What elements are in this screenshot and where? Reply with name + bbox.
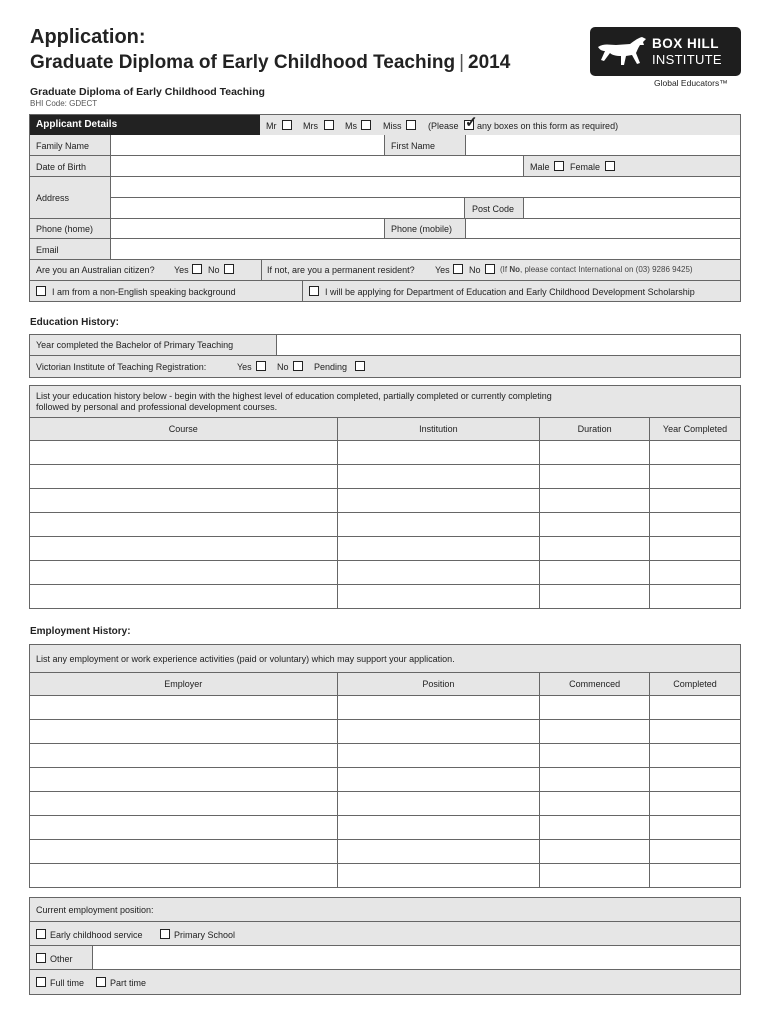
course-cell[interactable] — [30, 465, 338, 489]
address-line2-field[interactable] — [110, 198, 465, 218]
course-title: Graduate Diploma of Early Childhood Teaching — [30, 52, 456, 73]
check-icon: ✓ — [465, 114, 478, 131]
table-row — [30, 816, 741, 840]
completed-cell[interactable] — [650, 864, 741, 888]
scholarship-label: I will be applying for Department of Education and Early Childhood Development Scholarship — [325, 287, 695, 297]
address-label: Address — [36, 193, 70, 203]
please-note-label: (Please — [428, 121, 459, 131]
row-divider — [30, 280, 740, 281]
vit-pending-checkbox[interactable] — [355, 361, 365, 371]
employment-col-position: Position — [337, 673, 540, 696]
full-time-label: Full time — [50, 978, 85, 988]
course-subtitle: Graduate Diploma of Early Childhood Teaching — [30, 86, 265, 98]
international-note-c: , please contact International on (03) 9286 9425) — [520, 265, 693, 274]
course-cell[interactable] — [30, 513, 338, 537]
year-completed-cell[interactable] — [650, 489, 741, 513]
row-divider — [30, 921, 740, 922]
title-ms-checkbox[interactable] — [361, 120, 371, 130]
completed-cell[interactable] — [650, 816, 741, 840]
post-code-field[interactable] — [523, 198, 740, 218]
institution-cell[interactable] — [337, 561, 540, 585]
row-divider — [30, 355, 740, 356]
column-divider — [261, 260, 262, 280]
row-divider — [30, 259, 740, 260]
employment-col-employer: Employer — [30, 673, 338, 696]
vit-pending-label: Pending — [314, 362, 348, 372]
commenced-cell[interactable] — [540, 840, 650, 864]
table-row — [30, 537, 741, 561]
citizen-yes-checkbox[interactable] — [192, 264, 202, 274]
position-cell[interactable] — [337, 696, 540, 720]
employer-cell[interactable] — [30, 720, 338, 744]
table-row — [30, 585, 741, 609]
phone-mobile-field[interactable] — [465, 219, 740, 238]
table-row — [30, 792, 741, 816]
table-row — [30, 696, 741, 720]
resident-no-label: No — [469, 265, 481, 275]
resident-yes-checkbox[interactable] — [453, 264, 463, 274]
full-time-checkbox[interactable] — [36, 977, 46, 987]
completed-cell[interactable] — [650, 792, 741, 816]
institution-cell[interactable] — [337, 489, 540, 513]
male-label: Male — [530, 162, 550, 172]
table-row — [30, 465, 741, 489]
completed-cell[interactable] — [650, 696, 741, 720]
year-title: 2014 — [468, 52, 511, 73]
column-divider — [302, 281, 303, 302]
education-instructions-line2: followed by personal and professional development courses. — [36, 402, 278, 412]
box-hill-logo — [590, 27, 741, 76]
commenced-cell[interactable] — [540, 792, 650, 816]
table-row — [30, 489, 741, 513]
vit-label: Victorian Institute of Teaching Registration: — [36, 362, 207, 372]
horse-icon — [594, 33, 648, 71]
duration-cell[interactable] — [540, 513, 650, 537]
male-checkbox[interactable] — [554, 161, 564, 171]
title-ms-label: Ms — [345, 121, 357, 131]
institution-cell[interactable] — [337, 465, 540, 489]
family-name-field[interactable] — [110, 135, 385, 155]
employer-cell[interactable] — [30, 840, 338, 864]
early-childhood-label: Early childhood service — [50, 930, 143, 940]
page-title-line1: Application: — [30, 26, 146, 48]
other-field[interactable] — [92, 946, 740, 969]
course-cell[interactable] — [30, 441, 338, 465]
course-cell[interactable] — [30, 537, 338, 561]
commenced-cell[interactable] — [540, 864, 650, 888]
position-cell[interactable] — [337, 768, 540, 792]
education-table — [29, 417, 741, 609]
duration-cell[interactable] — [540, 465, 650, 489]
year-completed-cell[interactable] — [650, 537, 741, 561]
female-checkbox[interactable] — [605, 161, 615, 171]
table-row — [30, 513, 741, 537]
course-cell[interactable] — [30, 489, 338, 513]
post-code-label: Post Code — [472, 204, 515, 214]
employer-cell[interactable] — [30, 864, 338, 888]
primary-school-checkbox[interactable] — [160, 929, 170, 939]
position-cell[interactable] — [337, 720, 540, 744]
international-note — [500, 265, 693, 274]
citizen-question: Are you an Australian citizen? — [36, 265, 155, 275]
email-label: Email — [36, 245, 59, 255]
bachelor-year-label: Year completed the Bachelor of Primary Teaching — [36, 340, 234, 350]
course-cell[interactable] — [30, 561, 338, 585]
employment-col-commenced: Commenced — [540, 673, 650, 696]
title-mr-checkbox[interactable] — [282, 120, 292, 130]
commenced-cell[interactable] — [540, 696, 650, 720]
employer-cell[interactable] — [30, 816, 338, 840]
institution-cell[interactable] — [337, 513, 540, 537]
title-separator: | — [459, 52, 465, 73]
employment-history-heading: Employment History: — [30, 626, 131, 637]
completed-cell[interactable] — [650, 840, 741, 864]
course-code: BHI Code: GDECT — [30, 99, 98, 108]
title-mrs-checkbox[interactable] — [324, 120, 334, 130]
commenced-cell[interactable] — [540, 744, 650, 768]
duration-cell[interactable] — [540, 585, 650, 609]
row-divider — [30, 969, 740, 970]
resident-no-checkbox[interactable] — [485, 264, 495, 274]
applicant-details-title: Applicant Details — [36, 119, 118, 130]
table-row — [30, 441, 741, 465]
duration-cell[interactable] — [540, 441, 650, 465]
education-col-duration: Duration — [540, 418, 650, 441]
page-title-line2 — [30, 52, 510, 74]
table-row — [30, 768, 741, 792]
applicant-details-header — [30, 115, 260, 135]
other-checkbox[interactable] — [36, 953, 46, 963]
table-row — [30, 561, 741, 585]
completed-cell[interactable] — [650, 768, 741, 792]
international-note-no: No — [509, 265, 521, 274]
position-cell[interactable] — [337, 840, 540, 864]
commenced-cell[interactable] — [540, 816, 650, 840]
commenced-cell[interactable] — [540, 768, 650, 792]
employer-cell[interactable] — [30, 696, 338, 720]
institution-cell[interactable] — [337, 537, 540, 561]
international-note-a: (If — [500, 265, 508, 274]
position-cell[interactable] — [337, 792, 540, 816]
duration-cell[interactable] — [540, 561, 650, 585]
duration-cell[interactable] — [540, 537, 650, 561]
title-mrs-label: Mrs — [303, 121, 318, 131]
nesb-label: I am from a non-English speaking background — [52, 287, 236, 297]
education-col-year: Year Completed — [650, 418, 741, 441]
citizen-no-label: No — [208, 265, 220, 275]
resident-yes-label: Yes — [435, 265, 450, 275]
primary-school-label: Primary School — [174, 930, 236, 940]
employer-cell[interactable] — [30, 744, 338, 768]
dob-label: Date of Birth — [36, 162, 87, 172]
part-time-checkbox[interactable] — [96, 977, 106, 987]
other-label: Other — [50, 954, 73, 964]
first-name-label: First Name — [391, 141, 436, 151]
female-label: Female — [570, 162, 601, 172]
vit-yes-label: Yes — [237, 362, 252, 372]
logo-line2: INSTITUTE — [652, 52, 722, 67]
duration-cell[interactable] — [540, 489, 650, 513]
email-field[interactable] — [110, 239, 740, 259]
year-completed-cell[interactable] — [650, 513, 741, 537]
education-history-heading: Education History: — [30, 317, 119, 328]
citizen-yes-label: Yes — [174, 265, 189, 275]
course-cell[interactable] — [30, 585, 338, 609]
employment-table — [29, 672, 741, 888]
please-note-rest: any boxes on this form as required) — [477, 121, 619, 131]
table-row — [30, 720, 741, 744]
current-employment-heading: Current employment position: — [36, 905, 154, 915]
nesb-checkbox[interactable] — [36, 286, 46, 296]
title-miss-label: Miss — [383, 121, 402, 131]
vit-no-checkbox[interactable] — [293, 361, 303, 371]
bachelor-year-field[interactable] — [276, 335, 740, 355]
completed-cell[interactable] — [650, 720, 741, 744]
position-cell[interactable] — [337, 744, 540, 768]
year-completed-cell[interactable] — [650, 561, 741, 585]
title-miss-checkbox[interactable] — [406, 120, 416, 130]
first-name-field[interactable] — [465, 135, 740, 155]
employment-col-completed: Completed — [650, 673, 741, 696]
commenced-cell[interactable] — [540, 720, 650, 744]
vit-no-label: No — [277, 362, 289, 372]
part-time-label: Part time — [110, 978, 147, 988]
position-cell[interactable] — [337, 816, 540, 840]
title-mr-label: Mr — [266, 121, 277, 131]
completed-cell[interactable] — [650, 744, 741, 768]
scholarship-checkbox[interactable] — [309, 286, 319, 296]
logo-tagline: Global Educators™ — [654, 78, 728, 88]
address-line1-field[interactable] — [110, 177, 740, 197]
phone-home-label: Phone (home) — [36, 224, 94, 234]
family-name-label: Family Name — [36, 141, 90, 151]
resident-question: If not, are you a permanent resident? — [267, 265, 415, 275]
phone-mobile-label: Phone (mobile) — [391, 224, 453, 234]
vit-yes-checkbox[interactable] — [256, 361, 266, 371]
year-completed-cell[interactable] — [650, 465, 741, 489]
education-instructions-line1: List your education history below - begin with the highest level of education completed, partially completed or currently completing — [36, 391, 552, 401]
employment-instructions-text: List any employment or work experience activities (paid or voluntary) which may support your application. — [36, 654, 455, 664]
dob-field[interactable] — [110, 156, 524, 176]
employer-cell[interactable] — [30, 768, 338, 792]
table-row — [30, 840, 741, 864]
position-cell[interactable] — [337, 864, 540, 888]
education-col-institution: Institution — [337, 418, 540, 441]
early-childhood-checkbox[interactable] — [36, 929, 46, 939]
year-completed-cell[interactable] — [650, 441, 741, 465]
institution-cell[interactable] — [337, 441, 540, 465]
employer-cell[interactable] — [30, 792, 338, 816]
institution-cell[interactable] — [337, 585, 540, 609]
logo-line1: BOX HILL — [652, 36, 719, 51]
phone-home-field[interactable] — [110, 219, 385, 238]
year-completed-cell[interactable] — [650, 585, 741, 609]
citizen-no-checkbox[interactable] — [224, 264, 234, 274]
table-row — [30, 864, 741, 888]
table-row — [30, 744, 741, 768]
education-col-course: Course — [30, 418, 338, 441]
